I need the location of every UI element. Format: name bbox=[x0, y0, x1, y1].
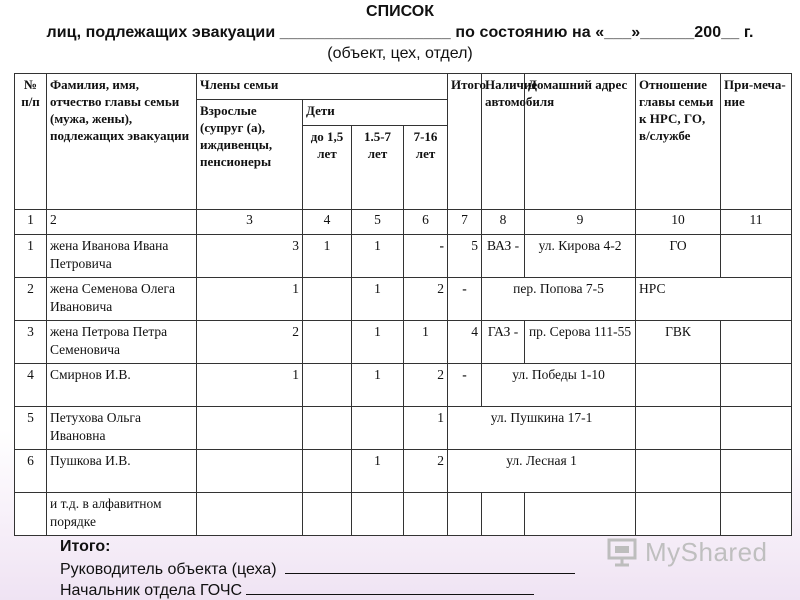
column-number: 1 bbox=[15, 210, 47, 235]
column-number: 3 bbox=[197, 210, 303, 235]
cell-no: 2 bbox=[15, 278, 47, 321]
watermark bbox=[606, 534, 768, 570]
cell-total: ул. Лесная 1 bbox=[448, 450, 636, 493]
chief-signature-line bbox=[246, 580, 534, 595]
header-child-7-16: 7-16 лет bbox=[404, 126, 448, 210]
cell-adults: 3 bbox=[197, 235, 303, 278]
header-relation: Отношение главы семьи к НРС, ГО, в/службе bbox=[636, 74, 721, 210]
table-row bbox=[15, 407, 792, 450]
cell-total bbox=[448, 493, 482, 536]
cell-child-1-5-7: 1 bbox=[352, 235, 404, 278]
footer-chief-label: Начальник отдела ГОЧС bbox=[60, 582, 243, 599]
header-address: Домашний адрес bbox=[525, 74, 636, 210]
cell-total: 4 bbox=[448, 321, 482, 364]
header-child-1-5-7: 1.5-7 лет bbox=[352, 126, 404, 210]
cell-no: 3 bbox=[15, 321, 47, 364]
footer-head-label: Руководитель объекта (цеха) bbox=[60, 561, 277, 578]
header-no: № п/п bbox=[15, 74, 47, 210]
column-number: 8 bbox=[482, 210, 525, 235]
cell-name: и т.д. в алфавитном порядке bbox=[47, 493, 197, 536]
column-number: 7 bbox=[448, 210, 482, 235]
cell-child-7-16: - bbox=[404, 235, 448, 278]
evacuation-table bbox=[14, 73, 792, 536]
cell-note bbox=[721, 407, 792, 450]
cell-relation bbox=[636, 407, 721, 450]
cell-no: 1 bbox=[15, 235, 47, 278]
table-row bbox=[15, 235, 792, 278]
cell-child-1-5-7: 1 bbox=[352, 321, 404, 364]
cell-address: НРС bbox=[636, 278, 792, 321]
presentation-icon bbox=[606, 537, 640, 567]
cell-note bbox=[721, 493, 792, 536]
cell-child-7-16 bbox=[404, 493, 448, 536]
cell-car bbox=[482, 493, 525, 536]
cell-no: 5 bbox=[15, 407, 47, 450]
head-signature-line bbox=[285, 559, 575, 574]
cell-name: Пушкова И.В. bbox=[47, 450, 197, 493]
cell-name: Петухова Ольга Ивановна bbox=[47, 407, 197, 450]
cell-child-under-1-5 bbox=[303, 450, 352, 493]
cell-relation: ГВК bbox=[636, 321, 721, 364]
column-number: 11 bbox=[721, 210, 792, 235]
cell-child-7-16: 1 bbox=[404, 321, 448, 364]
cell-note bbox=[721, 321, 792, 364]
header-name: Фамилия, имя, отчество главы семьи (мужа, жены), подлежащих эвакуации bbox=[47, 74, 197, 210]
cell-adults: 1 bbox=[197, 364, 303, 407]
cell-address bbox=[525, 493, 636, 536]
cell-child-1-5-7 bbox=[352, 493, 404, 536]
table-row bbox=[15, 364, 792, 407]
cell-car: пер. Попова 7-5 bbox=[482, 278, 636, 321]
cell-child-under-1-5 bbox=[303, 407, 352, 450]
object-caption: (объект, цех, отдел) bbox=[327, 45, 473, 62]
watermark-text: MyShared bbox=[645, 536, 768, 567]
cell-note bbox=[721, 364, 792, 407]
cell-car: ул. Победы 1-10 bbox=[482, 364, 636, 407]
document-subtitle: лиц, подлежащих эвакуации ___________________ по состоянию на «___»______200__ г. bbox=[46, 24, 754, 41]
cell-name: жена Иванова Ивана Петровича bbox=[47, 235, 197, 278]
cell-child-under-1-5 bbox=[303, 321, 352, 364]
cell-child-7-16: 2 bbox=[404, 450, 448, 493]
table-row bbox=[15, 450, 792, 493]
column-number: 5 bbox=[352, 210, 404, 235]
cell-note bbox=[721, 450, 792, 493]
header-child-under-1-5: до 1,5 лет bbox=[303, 126, 352, 210]
cell-child-1-5-7 bbox=[352, 407, 404, 450]
table-row bbox=[15, 493, 792, 536]
cell-car: ВАЗ - bbox=[482, 235, 525, 278]
cell-child-under-1-5 bbox=[303, 364, 352, 407]
cell-no bbox=[15, 493, 47, 536]
cell-address: пр. Серова 111-55 bbox=[525, 321, 636, 364]
header-children: Дети bbox=[303, 100, 448, 126]
cell-total: ул. Пушкина 17-1 bbox=[448, 407, 636, 450]
cell-total: - bbox=[448, 364, 482, 407]
cell-adults bbox=[197, 407, 303, 450]
cell-relation bbox=[636, 493, 721, 536]
cell-address: ул. Кирова 4-2 bbox=[525, 235, 636, 278]
cell-child-under-1-5: 1 bbox=[303, 235, 352, 278]
cell-adults: 1 bbox=[197, 278, 303, 321]
column-number-row bbox=[15, 210, 792, 235]
header-family: Члены семьи bbox=[197, 74, 448, 100]
header-adults: Взрослые (супруг (а), иждивенцы, пенсионеры bbox=[197, 100, 303, 210]
header-total: Итого bbox=[448, 74, 482, 210]
cell-child-under-1-5 bbox=[303, 493, 352, 536]
document-title: СПИСОК bbox=[366, 3, 434, 20]
column-number: 2 bbox=[47, 210, 197, 235]
cell-relation bbox=[636, 450, 721, 493]
cell-note bbox=[721, 235, 792, 278]
cell-adults bbox=[197, 450, 303, 493]
cell-child-1-5-7: 1 bbox=[352, 364, 404, 407]
footer-total-label: Итого: bbox=[60, 538, 111, 555]
cell-car: ГАЗ - bbox=[482, 321, 525, 364]
footer-chief-line bbox=[60, 580, 534, 600]
column-number: 10 bbox=[636, 210, 721, 235]
header-car: Наличие автомобиля bbox=[482, 74, 525, 210]
footer-head-line bbox=[60, 559, 575, 579]
cell-name: Смирнов И.В. bbox=[47, 364, 197, 407]
cell-child-7-16: 1 bbox=[404, 407, 448, 450]
cell-child-7-16: 2 bbox=[404, 278, 448, 321]
column-number: 4 bbox=[303, 210, 352, 235]
cell-no: 4 bbox=[15, 364, 47, 407]
cell-adults: 2 bbox=[197, 321, 303, 364]
cell-total: - bbox=[448, 278, 482, 321]
cell-name: жена Петрова Петра Семеновича bbox=[47, 321, 197, 364]
cell-total: 5 bbox=[448, 235, 482, 278]
header-note: При-меча-ние bbox=[721, 74, 792, 210]
cell-child-under-1-5 bbox=[303, 278, 352, 321]
cell-child-1-5-7: 1 bbox=[352, 450, 404, 493]
table-row bbox=[15, 278, 792, 321]
cell-relation bbox=[636, 364, 721, 407]
cell-child-1-5-7: 1 bbox=[352, 278, 404, 321]
table-row bbox=[15, 321, 792, 364]
cell-adults bbox=[197, 493, 303, 536]
cell-relation: ГО bbox=[636, 235, 721, 278]
cell-name: жена Семенова Олега Ивановича bbox=[47, 278, 197, 321]
column-number: 6 bbox=[404, 210, 448, 235]
column-number: 9 bbox=[525, 210, 636, 235]
cell-child-7-16: 2 bbox=[404, 364, 448, 407]
cell-no: 6 bbox=[15, 450, 47, 493]
